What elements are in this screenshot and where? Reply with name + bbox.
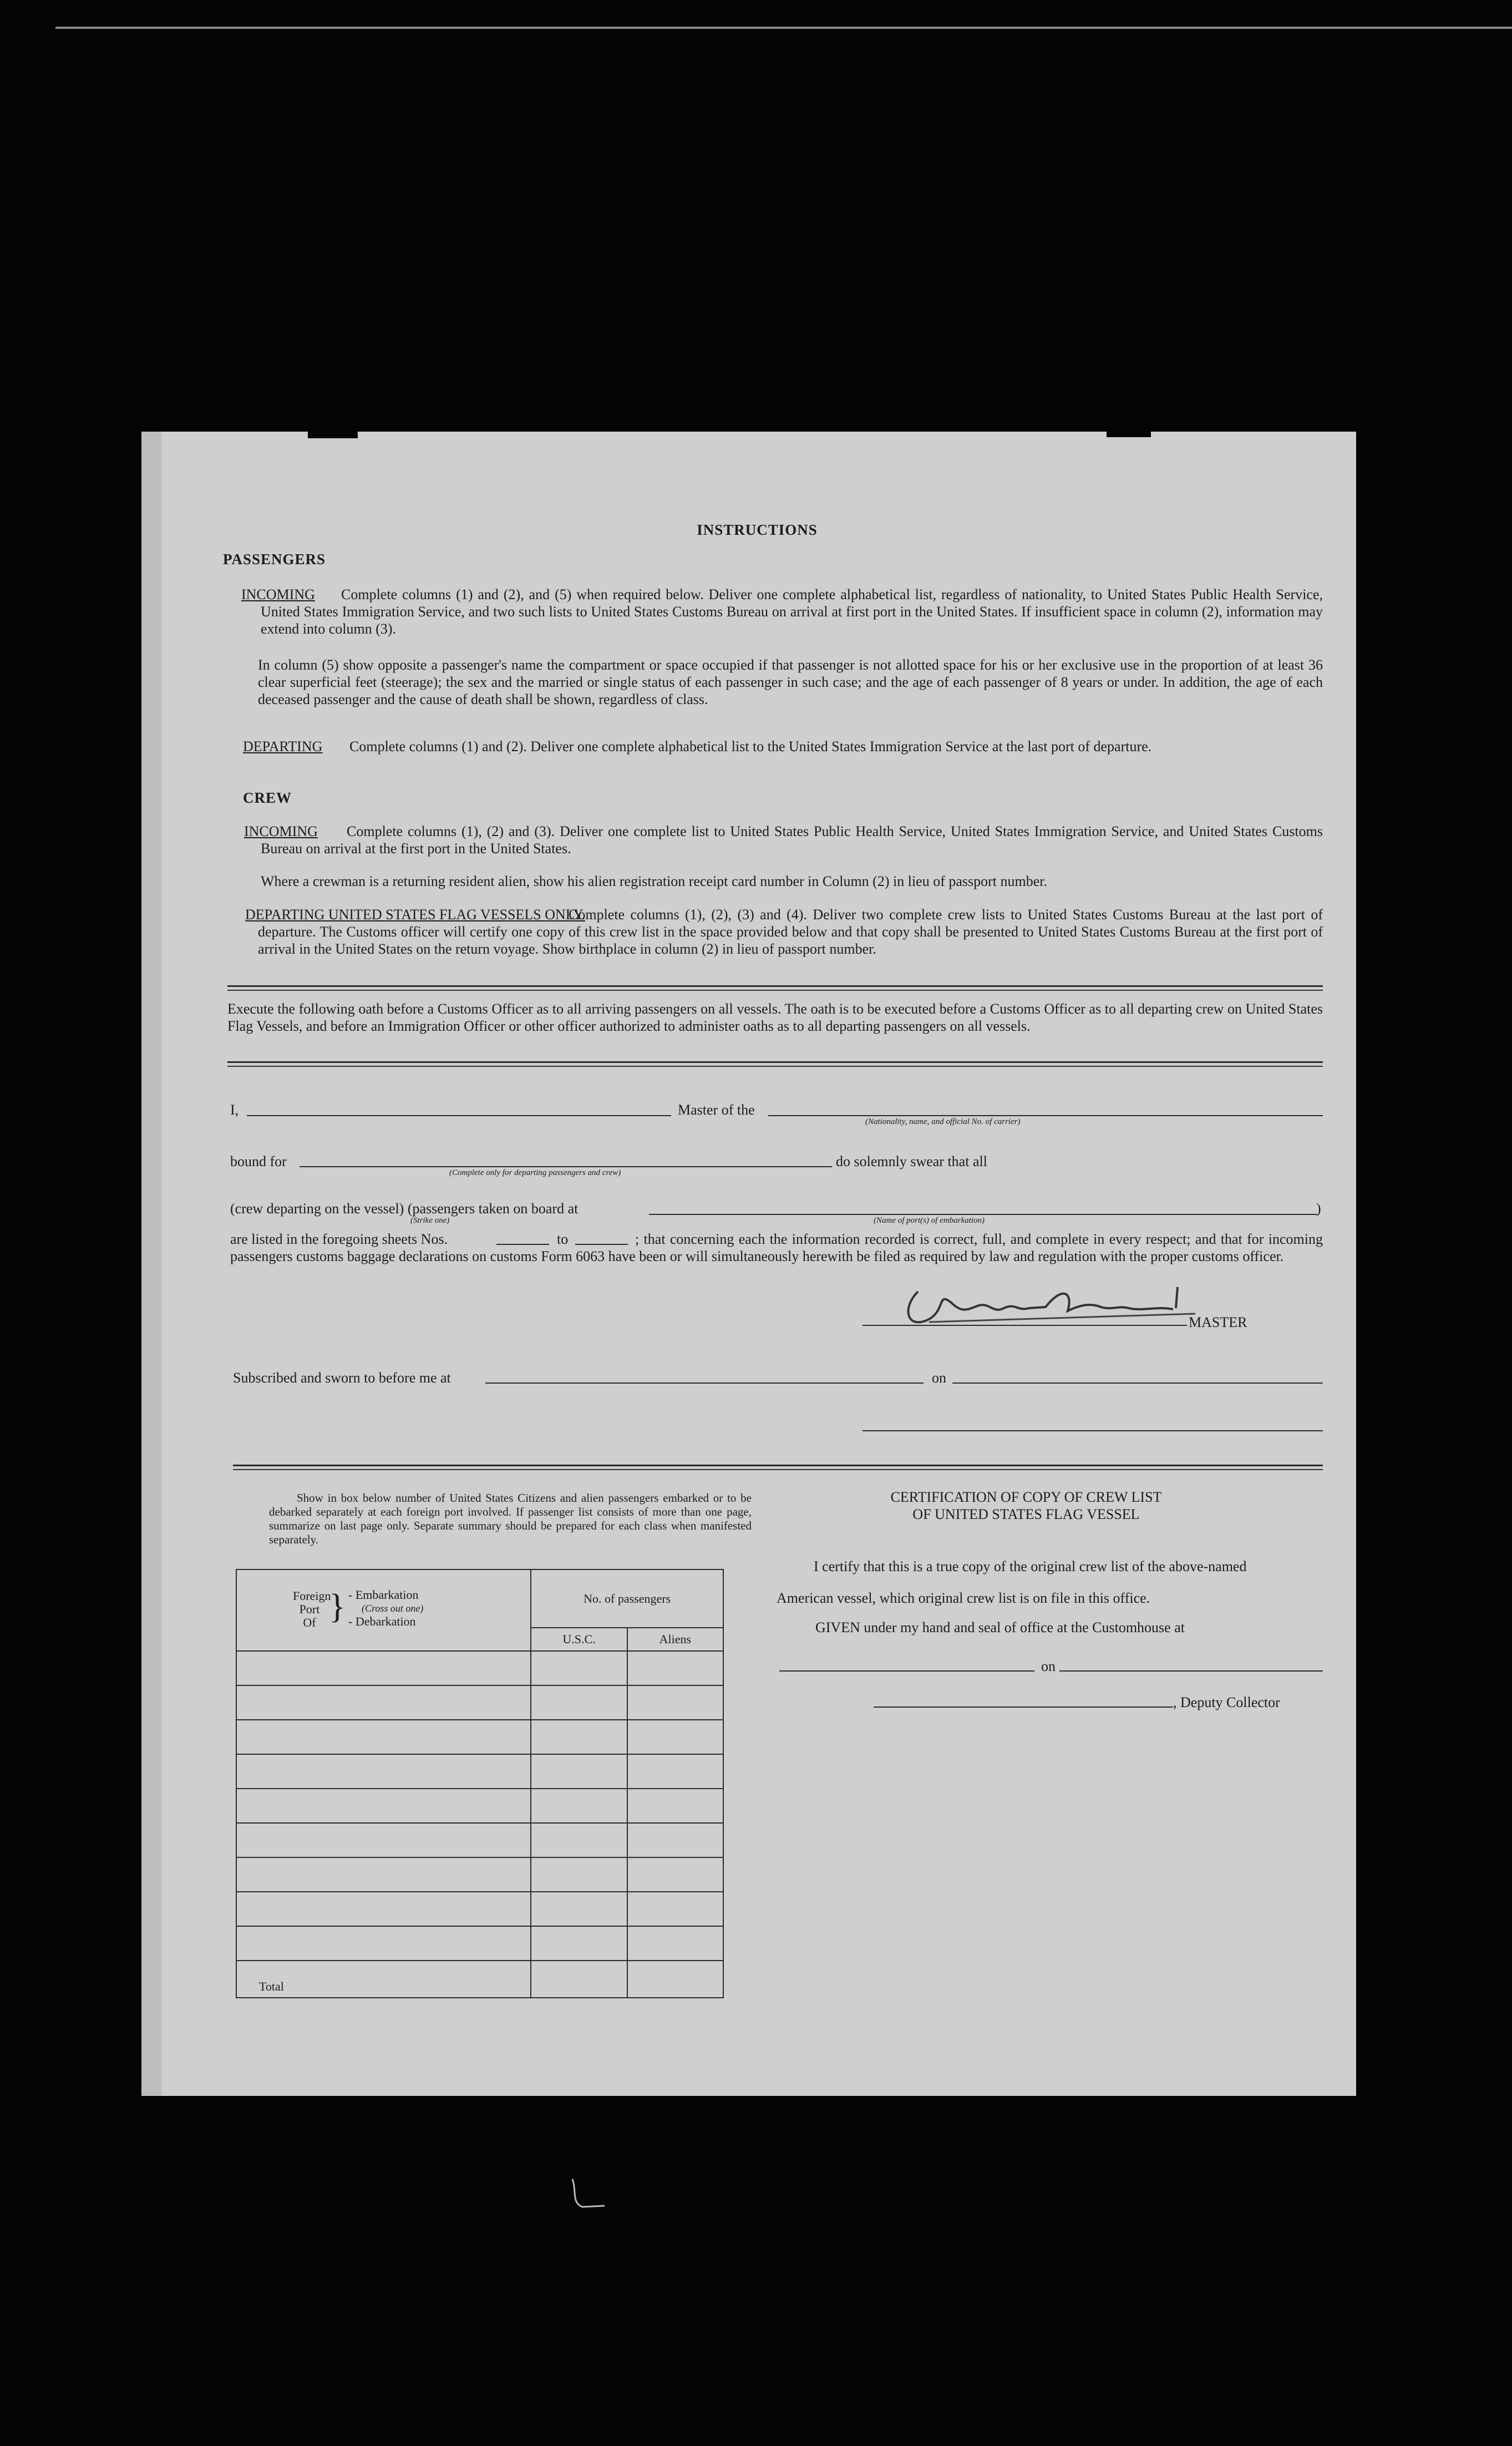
embarkation-label: - Embarkation: [348, 1588, 419, 1602]
master-signature: [896, 1275, 1206, 1336]
table-row: [236, 1892, 723, 1926]
divider: [227, 985, 1323, 987]
scan-artifact: [566, 2175, 610, 2214]
departing-label: DEPARTING: [243, 738, 323, 754]
divider: [227, 990, 1323, 991]
page-edge: [141, 432, 161, 2096]
departing-text: Complete columns (1) and (2). Deliver one complete alphabetical list to the United States Immigration Service at the last port of departure.: [349, 738, 1152, 754]
sworn-date-line[interactable]: [952, 1382, 1323, 1384]
table-row: [236, 1857, 723, 1892]
torn-edge-mark: [1107, 432, 1151, 437]
crew-incoming-label: INCOMING: [244, 823, 318, 839]
officer-signature-line[interactable]: [862, 1430, 1323, 1431]
divider: [227, 1066, 1323, 1067]
total-row: [236, 1961, 723, 1998]
port-label: Port: [299, 1602, 320, 1616]
divider: [233, 1469, 1323, 1470]
crew-heading: CREW: [243, 789, 292, 806]
film-edge-line: [55, 27, 1512, 29]
cert-title-1: CERTIFICATION OF COPY OF CREW LIST: [890, 1489, 1162, 1505]
close-paren: ): [1316, 1201, 1321, 1217]
divider: [233, 1465, 1323, 1466]
passengers-heading: PASSENGERS: [223, 551, 326, 568]
cert-date-line[interactable]: [1059, 1670, 1323, 1672]
usc-header: U.S.C.: [531, 1628, 627, 1651]
table-row: [236, 1926, 723, 1961]
flag-label: DEPARTING UNITED STATES FLAG VESSELS ONLY.: [245, 907, 585, 923]
bound-for: bound for: [230, 1153, 287, 1169]
incoming-label: INCOMING: [241, 586, 315, 602]
table-row: [236, 1685, 723, 1720]
debarkation-label: - Debarkation: [348, 1614, 416, 1628]
cross-out-label: (Cross out one): [362, 1603, 424, 1614]
sworn-place-line[interactable]: [485, 1382, 924, 1384]
crew-incoming-text: Complete columns (1), (2) and (3). Deliver one complete list to United States Public Health Service, United States Immigration Service, and United States Customs Bureau on arrival at the first port in the United States.: [261, 823, 1323, 857]
table-row: [236, 1789, 723, 1823]
deputy-collector: , Deputy Collector: [1173, 1694, 1280, 1710]
column5-text: In column (5) show opposite a passenger's name the compartment or space occupied if that passenger is not allotted space for his or her exclusive use in the proportion of at least 36 clear superficial feet (steerage); the sex and the married or single status of each passenger in such case; and the age of each passenger of 8 years or under. In addition, the age of each deceased passenger and the cause of death shall be shown, regardless of class.: [258, 657, 1323, 707]
master-label: MASTER: [1189, 1314, 1247, 1330]
solemnly: do solemnly swear that all: [836, 1153, 987, 1169]
torn-edge-mark: [308, 432, 358, 438]
master-name-line[interactable]: [247, 1115, 671, 1116]
no-passengers-header: No. of passengers: [531, 1569, 723, 1628]
crew-departing: (crew departing on the vessel) (passengers taken on board at: [230, 1201, 579, 1217]
of-label: Of: [303, 1616, 316, 1629]
on-2: on: [1041, 1658, 1056, 1674]
oath-intro: Execute the following oath before a Customs Officer as to all arriving passengers on all vessels. The oath is to be executed before a Customs Officer as to all departing crew on United States Flag Vessels, and before an Immigration Officer or other officer authorized to administer oaths as to all departing passengers on all vessels.: [227, 1001, 1323, 1034]
bound-caption: (Complete only for departing passengers and crew): [449, 1168, 621, 1177]
foreign-label: Foreign: [293, 1589, 331, 1603]
page-title: INSTRUCTIONS: [697, 521, 818, 538]
table-row: [236, 1823, 723, 1857]
table-row: [236, 1754, 723, 1789]
strike-one: (Strike one): [410, 1216, 450, 1225]
cert-text-1: I certify that this is a true copy of the original crew list of the above-named: [814, 1558, 1247, 1574]
listed-to: to: [557, 1231, 569, 1247]
ports-line[interactable]: [649, 1214, 1317, 1215]
incoming-text: Complete columns (1) and (2), and (5) when required below. Deliver one complete alphabetical list, regardless of nationality, to United States Public Health Service, United States Immigration Service, and two such lists to United States Customs Bureau on arrival at first port in the United States. If insufficient space in column (2), information may extend into column (3).: [261, 586, 1323, 637]
ports-caption: (Name of port(s) of embarkation): [874, 1216, 985, 1225]
crewman-text: Where a crewman is a returning resident alien, show his alien registration receipt card number in Column (2) in lieu of passport number.: [261, 873, 1048, 889]
carrier-line[interactable]: [768, 1115, 1323, 1116]
flag-text: Complete columns (1), (2), (3) and (4). Deliver two complete crew lists to United States Customs Bureau at the last port of departure. The Customs officer will certify one copy of this crew list in the space provided below and that copy shall be presented to United States Customs Bureau at the first port of arrival in the United States on the return voyage. Show birthplace in column (2) in lieu of passport number.: [258, 907, 1323, 957]
total-label: Total: [236, 1961, 531, 1998]
cert-text-2: American vessel, which original crew list is on file in this office.: [777, 1590, 1150, 1606]
show-box-text: Show in box below number of United States Citizens and alien passengers embarked or to be debarked separately at each foreign port involved. If passenger list consists of more than one page, summarize on last page only. Separate summary should be prepared for each class when manifested separately.: [269, 1491, 752, 1546]
customhouse-line[interactable]: [779, 1670, 1034, 1672]
listed-b: ; that concerning each the information recorded is correct, full, and complete in every respect; and that for incoming passengers customs baggage declarations on customs Form 6063 have been or will simultaneously herewith be filed as required by law and regulation with the proper customs officer.: [230, 1231, 1323, 1264]
aliens-header: Aliens: [627, 1628, 723, 1651]
given-text: GIVEN under my hand and seal of office at the Customhouse at: [815, 1619, 1185, 1635]
divider: [227, 1061, 1323, 1063]
listed-a: are listed in the foregoing sheets Nos.: [230, 1231, 448, 1247]
nationality-caption: (Nationality, name, and official No. of carrier): [865, 1117, 1021, 1126]
subscribed: Subscribed and sworn to before me at: [233, 1370, 451, 1386]
bound-for-line[interactable]: [300, 1166, 832, 1167]
master-of-the: Master of the: [678, 1102, 755, 1118]
oath-i: I,: [230, 1102, 239, 1118]
table-row: [236, 1720, 723, 1754]
passenger-summary-table: [236, 1569, 724, 1998]
document-page: [141, 432, 1356, 2096]
table-row: [236, 1651, 723, 1685]
cert-title-2: OF UNITED STATES FLAG VESSEL: [912, 1506, 1140, 1522]
master-signature-line[interactable]: [862, 1325, 1187, 1326]
deputy-signature-line[interactable]: [874, 1706, 1173, 1708]
on-1: on: [932, 1370, 946, 1386]
foreign-port-header: Foreign Port Of } - Embarkation (Cross out one) - Debarkation: [236, 1569, 531, 1651]
